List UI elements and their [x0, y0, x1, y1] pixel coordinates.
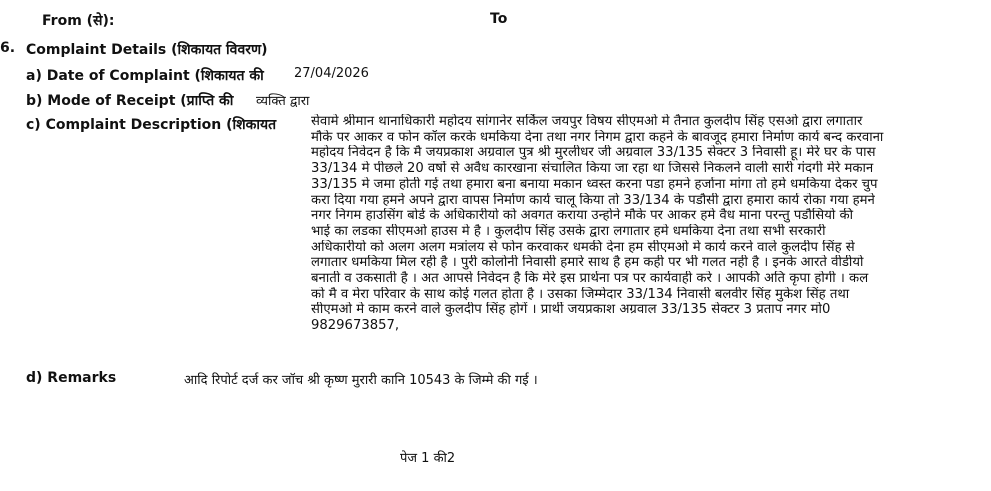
remarks-label: d) Remarks — [26, 370, 117, 386]
description-line: बनाती व उकसाती है । अत आपसे निवेदन है कि मेरे इस प्रार्थना पत्र पर कार्यवाही करे । आपकी अति कृपा होगी । कल — [311, 271, 869, 287]
description-line: 33/134 मे पीछले 20 वर्षो से अवैध कारखाना संचालित किया जा रहा था जिससे निकलने वाली सारी गंदगी मेरे मकान — [311, 161, 874, 177]
description-line: को मै व मेरा परिवार के साथ कोई गलत होता है । उसका जिम्मेदार 33/134 निवासी बलवीर सिंह मुकेश सिंह तथा — [311, 286, 850, 302]
description-line: सीएमओ मे काम करने वाले कुलदीप सिंह होगें । प्रार्थी जयप्रकाश अग्रवाल 33/135 सेक्टर 3 प्रताप नगर मो0 — [311, 302, 831, 318]
description-line: भाई का लडका सीएमओ हाउस मे है । कुलदीप सिंह उसके द्वारा लगातार हमे धमकिया देना तथा सभी सरकारी — [311, 223, 826, 239]
description-line: नगर निगम हाउसिंग बोर्ड के अधिकारीयो को अवगत कराया उन्होने मौके पर आकर हमे वैध माना परन्तु पडौसियो की — [311, 208, 854, 224]
description-line: महोदय निवेदन है कि मै जयप्रकाश अग्रवाल पुत्र श्री मुरलीधर जी अग्रवाल 33/135 सेक्टर 3 निवासी हू। मेरे घर के पास — [311, 145, 876, 161]
complaint-description-label: c) Complaint Description (शिकायत — [26, 117, 277, 133]
section-title: Complaint Details (शिकायत विवरण) — [26, 42, 268, 58]
mode-of-receipt-value: व्यक्ति द्वारा — [256, 94, 310, 109]
from-label: From (से): — [42, 13, 115, 29]
description-line: 33/135 मे जमा होती गई तथा हमारा बना बनाया मकान ध्वस्त करना पडा हमने हर्जाना मांगा तो हमे धमकिया देकर चुप — [311, 176, 878, 192]
description-line: करा दिया गया हमने अपने द्वारा वापस निर्माण कार्य चालू किया तो 33/134 के पडौसी द्वारा हमारा कार्य रोका गया हमने — [311, 192, 875, 208]
date-of-complaint-label: a) Date of Complaint (शिकायत की — [26, 68, 264, 84]
description-line: अधिकारीयो को अलग अलग मत्रांलय से फोन करवाकर धमकी देना हम सीएमओ मे कार्य करने वाले कुलदीप सिंह से — [311, 239, 855, 255]
mode-of-receipt-label: b) Mode of Receipt (प्राप्ति की — [26, 93, 234, 109]
description-line: लगातार धमकिया मिल रही है । पुरी कोलोनी निवासी हमारे साथ है हम कही पर भी गलत नही है । इनके आरते वीडीयो — [311, 255, 864, 271]
page-number: पेज 1 की2 — [400, 451, 456, 466]
description-line: सेवामे श्रीमान थानाधिकारी महोदय सांगानेर सर्किल जयपुर विषय सीएमओ मे तैनात कुलदीप सिंह एसओ द्वारा लगातार — [311, 114, 863, 129]
remarks-value: आदि रिपोर्ट दर्ज कर जॉच श्री कृष्ण मुरारी कानि 10543 के जिम्मे की गई । — [184, 373, 538, 388]
section-number: 6. — [0, 40, 16, 56]
date-of-complaint-value: 27/04/2026 — [294, 66, 369, 81]
description-line: मौके पर आकर व फोन कॉल करके धमकिया देना तथा नगर निगम द्वारा कहने के बावजूद हमारा निर्माण कार्य बन्द करवाना — [311, 129, 884, 145]
description-line: 9829673857, — [311, 318, 400, 334]
complaint-description-text — [311, 114, 976, 334]
to-label: To — [490, 11, 508, 27]
